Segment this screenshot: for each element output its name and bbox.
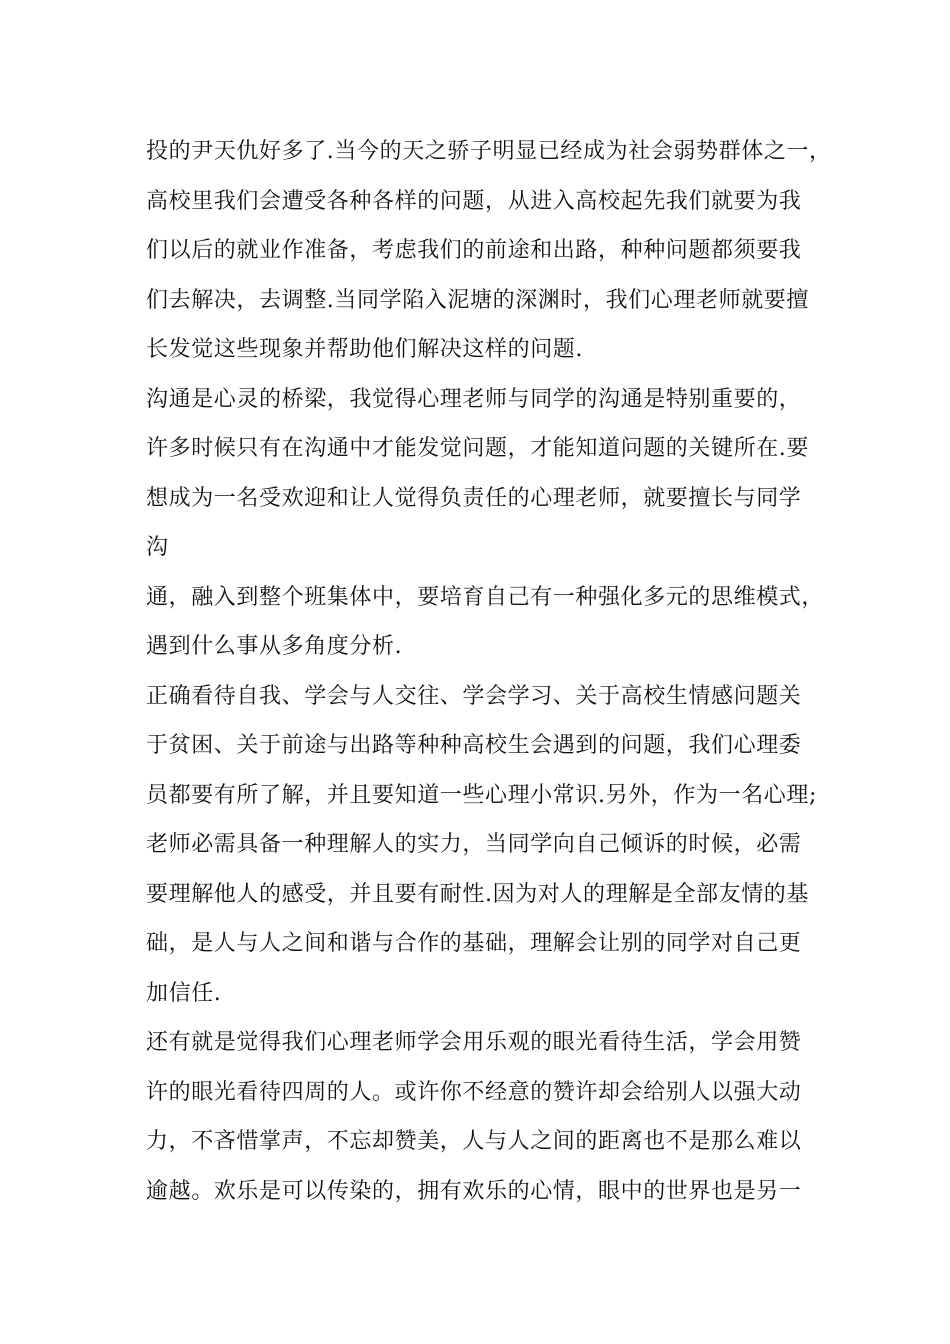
text-line: 加信任. (146, 980, 222, 1006)
text-line: 高校里我们会遭受各种各样的问题，从进入高校起先我们就要为我 (146, 188, 802, 214)
text-line: 还有就是觉得我们心理老师学会用乐观的眼光看待生活，学会用赞 (146, 1030, 802, 1055)
text-line: 正确看待自我、学会与人交往、学会学习、关于高校生情感问题关 (146, 683, 802, 709)
text-line: 员都要有所了解，并且要知道一些心理小常识.另外，作为一名心理; (146, 782, 818, 808)
text-line: 们去解决，去调整.当同学陷入泥塘的深渊时，我们心理老师就要擅 (146, 287, 809, 313)
text-line: 投的尹天仇好多了.当今的天之骄子明显已经成为社会弱势群体之一， (146, 139, 832, 164)
text-line: 长发觉这些现象并帮助他们解决这样的问题. (146, 337, 583, 362)
text-line: 想成为一名受欢迎和让人觉得负责任的心理老师，就要擅长与同学 (146, 485, 802, 511)
text-line: 力，不吝惜掌声，不忘却赞美，人与人之间的距离也不是那么难以 (146, 1129, 802, 1154)
text-line: 沟通是心灵的桥梁，我觉得心理老师与同学的沟通是特别重要的， (146, 386, 802, 412)
text-line: 沟 (146, 535, 169, 560)
body-text (146, 127, 846, 1216)
text-line: 通，融入到整个班集体中，要培育自己有一种强化多元的思维模式， (146, 584, 825, 610)
text-line: 遇到什么事从多角度分析. (146, 634, 403, 659)
text-line: 们以后的就业作准备，考虑我们的前途和出路，种种问题都须要我 (146, 238, 802, 263)
text-line: 要理解他人的感受，并且要有耐性.因为对人的理解是全部友情的基 (146, 881, 809, 907)
text-line: 许多时候只有在沟通中才能发觉问题，才能知道问题的关键所在.要 (146, 436, 809, 461)
text-line: 逾越。欢乐是可以传染的，拥有欢乐的心情，眼中的世界也是另一 (146, 1178, 802, 1204)
text-line: 许的眼光看待四周的人。或许你不经意的赞许却会给别人以强大动 (146, 1079, 802, 1105)
text-line: 老师必需具备一种理解人的实力，当同学向自己倾诉的时候，必需 (146, 832, 802, 857)
text-line: 础，是人与人之间和谐与合作的基础，理解会让别的同学对自己更 (146, 931, 802, 956)
text-line: 于贫困、关于前途与出路等种种高校生会遇到的问题，我们心理委 (146, 733, 802, 758)
